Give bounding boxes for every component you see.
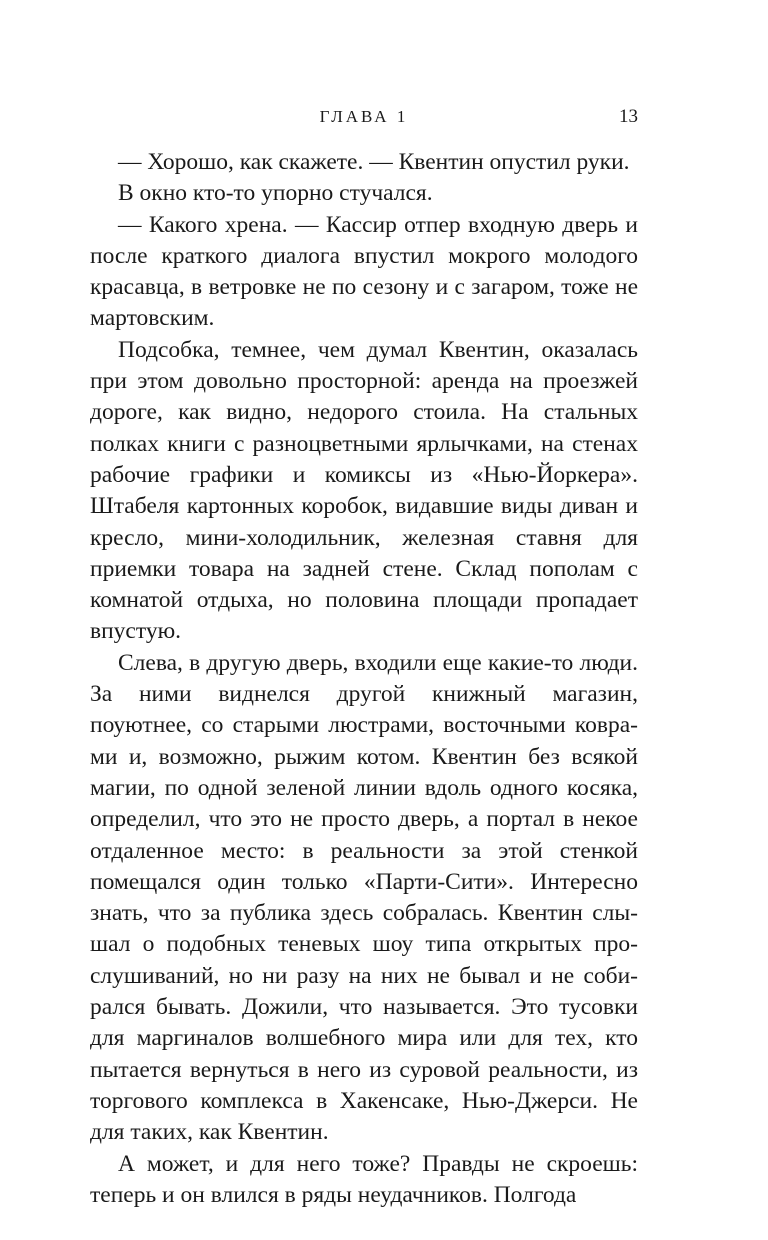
running-head [90,102,638,132]
paragraph-4: Подсобка, темнее, чем думал Квентин, оказалась при этом довольно просторной: аренда на проезжей дороге, как видно, недорого стоила. На стальных полках книги с разноцветными ярлычками, на стенах рабочие графики и комиксы из «Нью-Йоркера». Штабеля картонных коробок, видавшие виды диван и кресло, мини-холодильник, железная ставня для приемки товара на задней стене. Склад пополам с комнатой отдыха, но половина площади пропадает впустую. [90,336,638,645]
paragraph-1: — Хорошо, как скажете. — Квентин опустил руки. [118,149,630,175]
paragraph-5: Слева, в другую дверь, входили еще какие-то люди. За ними виднелся другой книжный магазин, поуютнее, со старыми люстрами, восточными коврами и, возможно, рыжим котом. Квентин без всякой магии, по одной зеленой линии вдоль одного косяка, определил, что это не просто дверь, а портал в некое отдаленное место: в реальности за этой стенкой помещался один только «Парти-Сити». Интересно знать, что за публика здесь собралась. Квентин слышал о подобных теневых шоу типа открытых прослушиваний, но ни разу на них не бывал и не собирался бывать. Дожили, что называется. Это тусовки для маргиналов волшебного мира или для тех, кто пытается вернуться в него из суровой реальности, из торгового комплекса в Хакенсаке, Нью-Джерси. Не для таких, как Квентин. [90,649,638,1146]
paragraph-6: А может, и для него тоже? Правды не скроешь: теперь и он влился в ряды неудачников. Полгода [90,1150,638,1208]
page-number: 13 [619,106,638,127]
paragraph-2: В окно кто-то упорно стучался. [118,180,433,207]
paragraph-3: — Какого хрена. — Кассир отпер входную дверь и после краткого диалога впустил мокрого молодого красавца, в ветровке не по сезону и с загаром, тоже не мартовским. [90,211,638,332]
chapter-title: ГЛАВА 1 [319,107,409,126]
text-body [90,147,638,1211]
